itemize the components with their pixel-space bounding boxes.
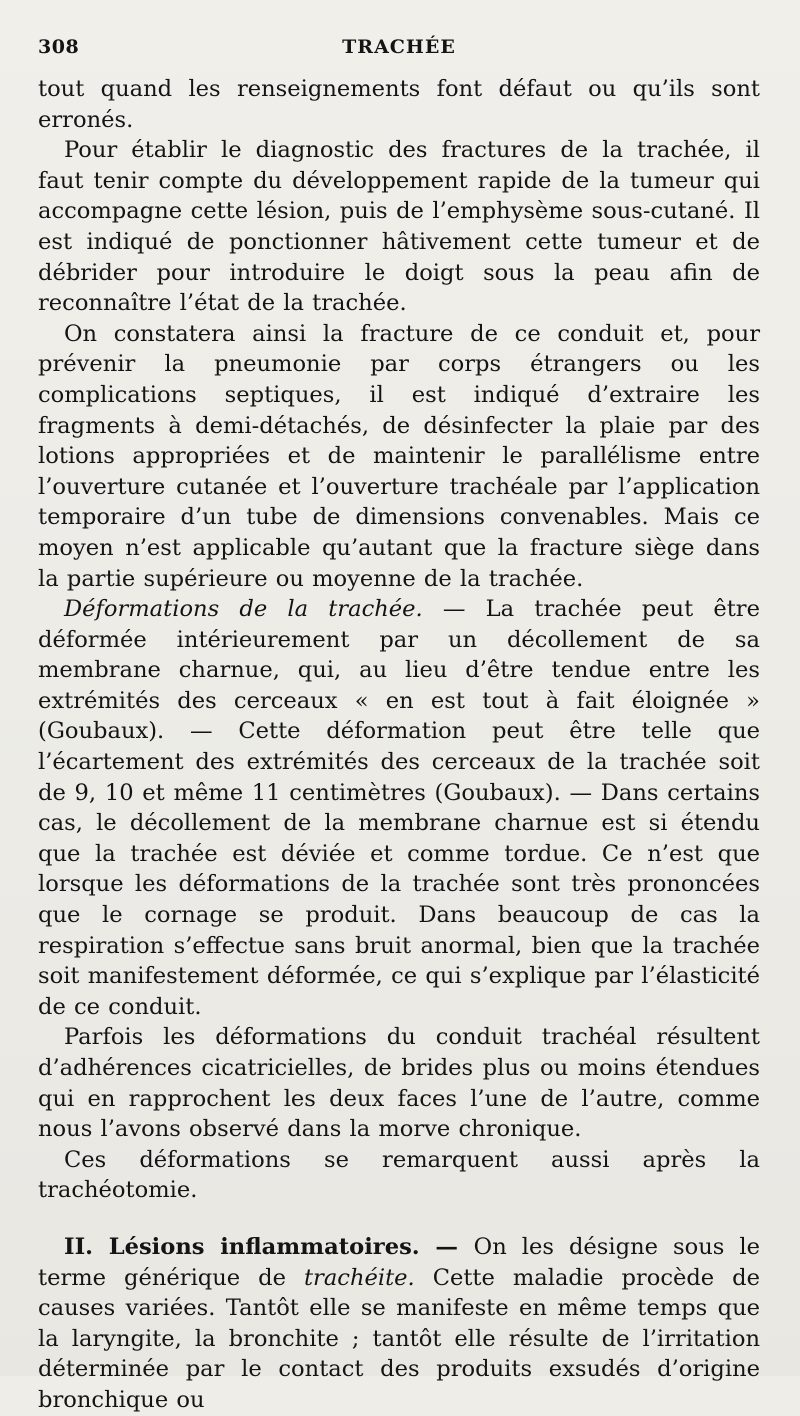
paragraph-diagnostic: Pour établir le diagnostic des fractures de la trachée, il faut tenir compte du développement rapide de la tumeur qui accompagne cette lésion, puis de l’emphysème sous-cutané. Il est indiqué de ponctionner hâtivement cette tumeur et de débrider pour introduire le doigt sous la peau afin de reconnaître l’état de la trachée.	[38, 137, 760, 317]
paragraph-treatment: On constatera ainsi la fracture de ce conduit et, pour prévenir la pneumonie par corps étrangers ou les complications septiques, il est indiqué d’extraire les fragments à demi-détachés, de désinfecter la plaie par des lotions appropriées et de maintenir le parallélisme entre l’ouverture cutanée et l’ouverture trachéale par l’application temporaire d’un tube de dimensions convenables. Mais ce moyen n’est applicable qu’autant que la fracture siège dans la partie supérieure ou moyenne de la trachée.	[38, 320, 760, 592]
page-number: 308	[38, 36, 80, 58]
paragraph-inflammatory	[38, 1232, 760, 1416]
heading-dash: —	[419, 1233, 474, 1260]
section-heading-inflammatory: II. Lésions inflammatoires.	[64, 1233, 420, 1260]
paragraph-inflammatory-text-b: Cette maladie procède de causes variées. Tantôt elle se manifeste en même temps que la laryngite, la bronchite ; tantôt elle résulte de l’irritation déterminée par le contact des produits exsudés d’origine bronchique ou	[38, 1264, 760, 1413]
paragraph-adhesions: Parfois les déformations du conduit trachéal résultent d’adhérences cicatricielles, de brides plus ou moins étendues qui en rapprochent les deux faces l’une de l’autre, comme nous l’avons observé dans la morve chronique.	[38, 1024, 760, 1143]
paragraph-tracheotomy: Ces déformations se remarquent aussi après la trachéotomie.	[38, 1146, 760, 1204]
running-head	[38, 30, 760, 74]
paragraph-deformations-text: — La trachée peut être déformée intérieurement par un décollement de sa membrane charnue, qui, au lieu d’être tendue entre les extrémités des cerceaux « en est tout à fait éloignée » (Goubaux). — Cette déformation peut être telle que l’écartement des extrémités des cerceaux de la trachée soit de 9, 10 et même 11 centimètres (Goubaux). — Dans certains cas, le décollement de la membrane charnue est si étendu que la trachée est déviée et comme tordue. Ce n’est que lorsque les déformations de la trachée sont très prononcées que le cornage se produit. Dans beaucoup de cas la respiration s’effectue sans bruit anormal, bien que la trachée soit manifestement déformée, ce qui s’explique par l’élasticité de ce conduit.	[38, 596, 760, 1020]
paragraph-deformations	[38, 594, 760, 1022]
section-heading-deformations: Déformations de la trachée.	[64, 596, 423, 623]
paragraph-inflammatory-text-a: On les désigne sous le terme générique de	[38, 1233, 760, 1291]
running-title: TRACHÉE	[342, 36, 456, 58]
term-tracheite: trachéite.	[303, 1264, 415, 1291]
paragraph-continuation: tout quand les renseignements font défaut ou qu’ils sont erronés.	[38, 76, 760, 133]
